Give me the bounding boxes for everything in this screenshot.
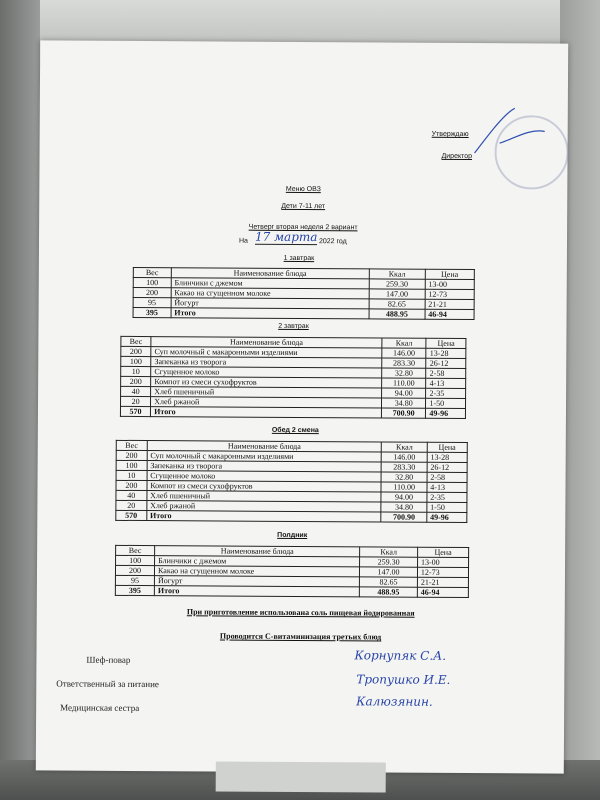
cell-weight: 10 <box>121 366 151 376</box>
cell-kcal: 259.30 <box>360 557 418 567</box>
section-title: 1 завтрак <box>283 254 315 263</box>
cell-dish-name: Йогурт <box>154 576 359 587</box>
cell-weight: 200 <box>121 346 151 356</box>
section-title: 2 завтрак <box>278 322 309 331</box>
cell-weight: 100 <box>121 356 151 366</box>
cell-price: 2-58 <box>426 368 466 378</box>
date-handwritten: 17 марта <box>254 229 318 245</box>
cell-kcal: 94.00 <box>381 388 426 398</box>
total-label: Итого <box>147 511 382 522</box>
table-total-row <box>133 307 474 319</box>
cell-dish-name: Запеканка из творога <box>151 357 382 368</box>
total-weight: 395 <box>115 585 154 595</box>
director-label: Директор <box>441 152 473 161</box>
cell-dish-name: Хлеб ржаной <box>151 397 382 408</box>
total-label: Итого <box>151 407 382 418</box>
table-total-row <box>115 585 468 597</box>
signature-name: Калюзянин. <box>356 694 433 709</box>
signature-name: Корнупяк С.А. <box>354 648 447 663</box>
cell-price: 13-28 <box>427 452 467 462</box>
cell-dish-name: Блинчики с джемом <box>155 556 360 567</box>
total-price: 49-96 <box>426 408 466 418</box>
cell-weight: 95 <box>133 297 171 307</box>
total-kcal: 700.90 <box>381 408 426 418</box>
cell-price: 1-50 <box>426 398 466 408</box>
cell-kcal: 34.80 <box>381 398 426 408</box>
table-total-row <box>116 510 467 522</box>
column-header-kcal: Ккал <box>369 269 425 279</box>
cell-kcal: 283.30 <box>382 358 427 368</box>
cell-dish-name: Компот из смеси сухофруктов <box>151 377 382 388</box>
menu-table <box>133 267 475 320</box>
column-header-weight: Вес <box>121 336 151 346</box>
column-header-name: Наименование блюда <box>151 337 382 348</box>
column-header-price: Цена <box>425 269 474 279</box>
cell-price: 12-73 <box>417 567 468 577</box>
date-year: 2022 год <box>318 238 347 246</box>
total-price: 49-96 <box>427 512 467 522</box>
cell-dish-name: Какао на сгущенном молоке <box>155 566 360 577</box>
column-header-weight: Вес <box>116 545 155 555</box>
total-label: Итого <box>171 308 369 319</box>
total-weight: 570 <box>116 510 147 520</box>
cell-weight: 40 <box>121 386 151 396</box>
cell-dish-name: Суп молочный с макаронными изделиями <box>147 451 382 462</box>
column-header-kcal: Ккал <box>382 442 427 452</box>
total-price: 46-94 <box>417 587 468 597</box>
cell-dish-name: Хлеб ржаной <box>147 501 382 512</box>
date-prefix: На <box>238 237 248 245</box>
cell-price: 26-12 <box>426 358 466 368</box>
cell-dish-name: Суп молочный с макаронными изделиями <box>151 347 382 358</box>
column-header-price: Цена <box>418 547 469 557</box>
cell-price: 2-35 <box>426 388 466 398</box>
cell-weight: 200 <box>133 287 171 297</box>
signature-role: Медицинская сестра <box>60 702 140 714</box>
cell-price: 4-13 <box>426 378 466 388</box>
cell-dish-name: Хлеб пшеничный <box>151 387 382 398</box>
column-header-weight: Вес <box>133 267 171 277</box>
cell-kcal: 146.00 <box>382 348 427 358</box>
cell-price: 13-00 <box>417 557 468 567</box>
cell-dish-name: Йогурт <box>171 298 369 309</box>
cell-price: 26-12 <box>427 462 467 472</box>
cell-weight: 100 <box>116 460 147 470</box>
total-weight: 570 <box>120 406 150 416</box>
approve-label: Утверждаю <box>431 130 469 139</box>
total-kcal: 488.95 <box>369 309 425 319</box>
cell-kcal: 147.00 <box>369 289 425 299</box>
column-header-name: Наименование блюда <box>171 268 369 279</box>
signature-name: Тропушко И.Е. <box>356 672 451 687</box>
column-header-kcal: Ккал <box>382 338 427 348</box>
cell-price: 2-58 <box>427 472 467 482</box>
age-group: Дети 7-11 лет <box>281 202 326 211</box>
cell-weight: 20 <box>116 500 147 510</box>
cell-kcal: 32.80 <box>382 368 427 378</box>
signature-role: Ответственный за питание <box>56 678 159 690</box>
total-weight: 395 <box>133 307 171 317</box>
menu-document <box>36 40 568 773</box>
cell-dish-name: Сгущенное молоко <box>151 367 382 378</box>
cell-price: 12-73 <box>425 289 474 299</box>
menu-table <box>115 545 469 598</box>
cell-price: 21-21 <box>425 299 474 309</box>
cell-dish-name: Запеканка из творога <box>147 461 382 472</box>
cell-weight: 200 <box>115 565 154 575</box>
total-kcal: 488.95 <box>360 587 418 597</box>
menu-table <box>115 440 467 523</box>
cell-kcal: 147.00 <box>360 567 418 577</box>
cell-kcal: 82.65 <box>360 577 418 587</box>
column-header-name: Наименование блюда <box>147 441 382 452</box>
cell-kcal: 110.00 <box>381 482 426 492</box>
cell-dish-name: Блинчики с джемом <box>171 278 369 289</box>
section-title: Полдник <box>277 531 308 540</box>
column-header-weight: Вес <box>116 440 147 450</box>
cell-weight: 200 <box>121 376 151 386</box>
cell-price: 2-35 <box>427 492 467 502</box>
cell-weight: 200 <box>116 450 147 460</box>
column-header-price: Цена <box>427 442 467 452</box>
salt-note: При приготовление использована соль пищевая йодированная <box>186 607 415 618</box>
cell-weight: 100 <box>116 555 155 565</box>
column-header-price: Цена <box>426 338 466 348</box>
cell-dish-name: Компот из смеси сухофруктов <box>147 481 382 492</box>
cell-dish-name: Сгущенное молоко <box>147 471 382 482</box>
menu-title: Меню ОВЗ <box>285 185 321 194</box>
background-left <box>0 0 40 800</box>
cell-kcal: 82.65 <box>369 299 425 309</box>
director-signature <box>469 103 549 163</box>
menu-table <box>120 336 466 419</box>
cell-weight: 95 <box>115 575 154 585</box>
table-total-row <box>120 406 465 418</box>
week-variant: Четверг вторая неделя 2 вариант <box>248 223 358 232</box>
cell-weight: 10 <box>116 470 147 480</box>
total-label: Итого <box>154 586 359 597</box>
cell-dish-name: Хлеб пшеничный <box>147 491 382 502</box>
signature-role: Шеф-повар <box>86 654 131 665</box>
cell-price: 4-13 <box>427 482 467 492</box>
vitamin-note: Проводится С-витаминизация третьих блюд <box>219 631 382 642</box>
cell-price: 13-28 <box>426 348 466 358</box>
cell-kcal: 146.00 <box>382 452 427 462</box>
cell-weight: 100 <box>133 277 171 287</box>
section-title: Обед 2 смена <box>271 426 319 435</box>
cell-kcal: 32.80 <box>381 472 426 482</box>
cell-kcal: 34.80 <box>381 502 426 512</box>
column-header-kcal: Ккал <box>360 547 418 557</box>
column-header-name: Наименование блюда <box>155 546 360 557</box>
cell-dish-name: Какао на сгущенном молоке <box>171 288 369 299</box>
total-kcal: 700.90 <box>381 512 426 522</box>
cell-weight: 20 <box>121 396 151 406</box>
cell-kcal: 110.00 <box>382 378 427 388</box>
cell-kcal: 94.00 <box>381 492 426 502</box>
cell-weight: 200 <box>116 480 147 490</box>
cell-price: 21-21 <box>417 577 468 587</box>
total-price: 46-94 <box>425 309 474 319</box>
cell-kcal: 259.30 <box>369 279 425 289</box>
cell-price: 13-00 <box>425 279 474 289</box>
cell-kcal: 283.30 <box>382 462 427 472</box>
cell-price: 1-50 <box>427 502 467 512</box>
cell-weight: 40 <box>116 490 147 500</box>
